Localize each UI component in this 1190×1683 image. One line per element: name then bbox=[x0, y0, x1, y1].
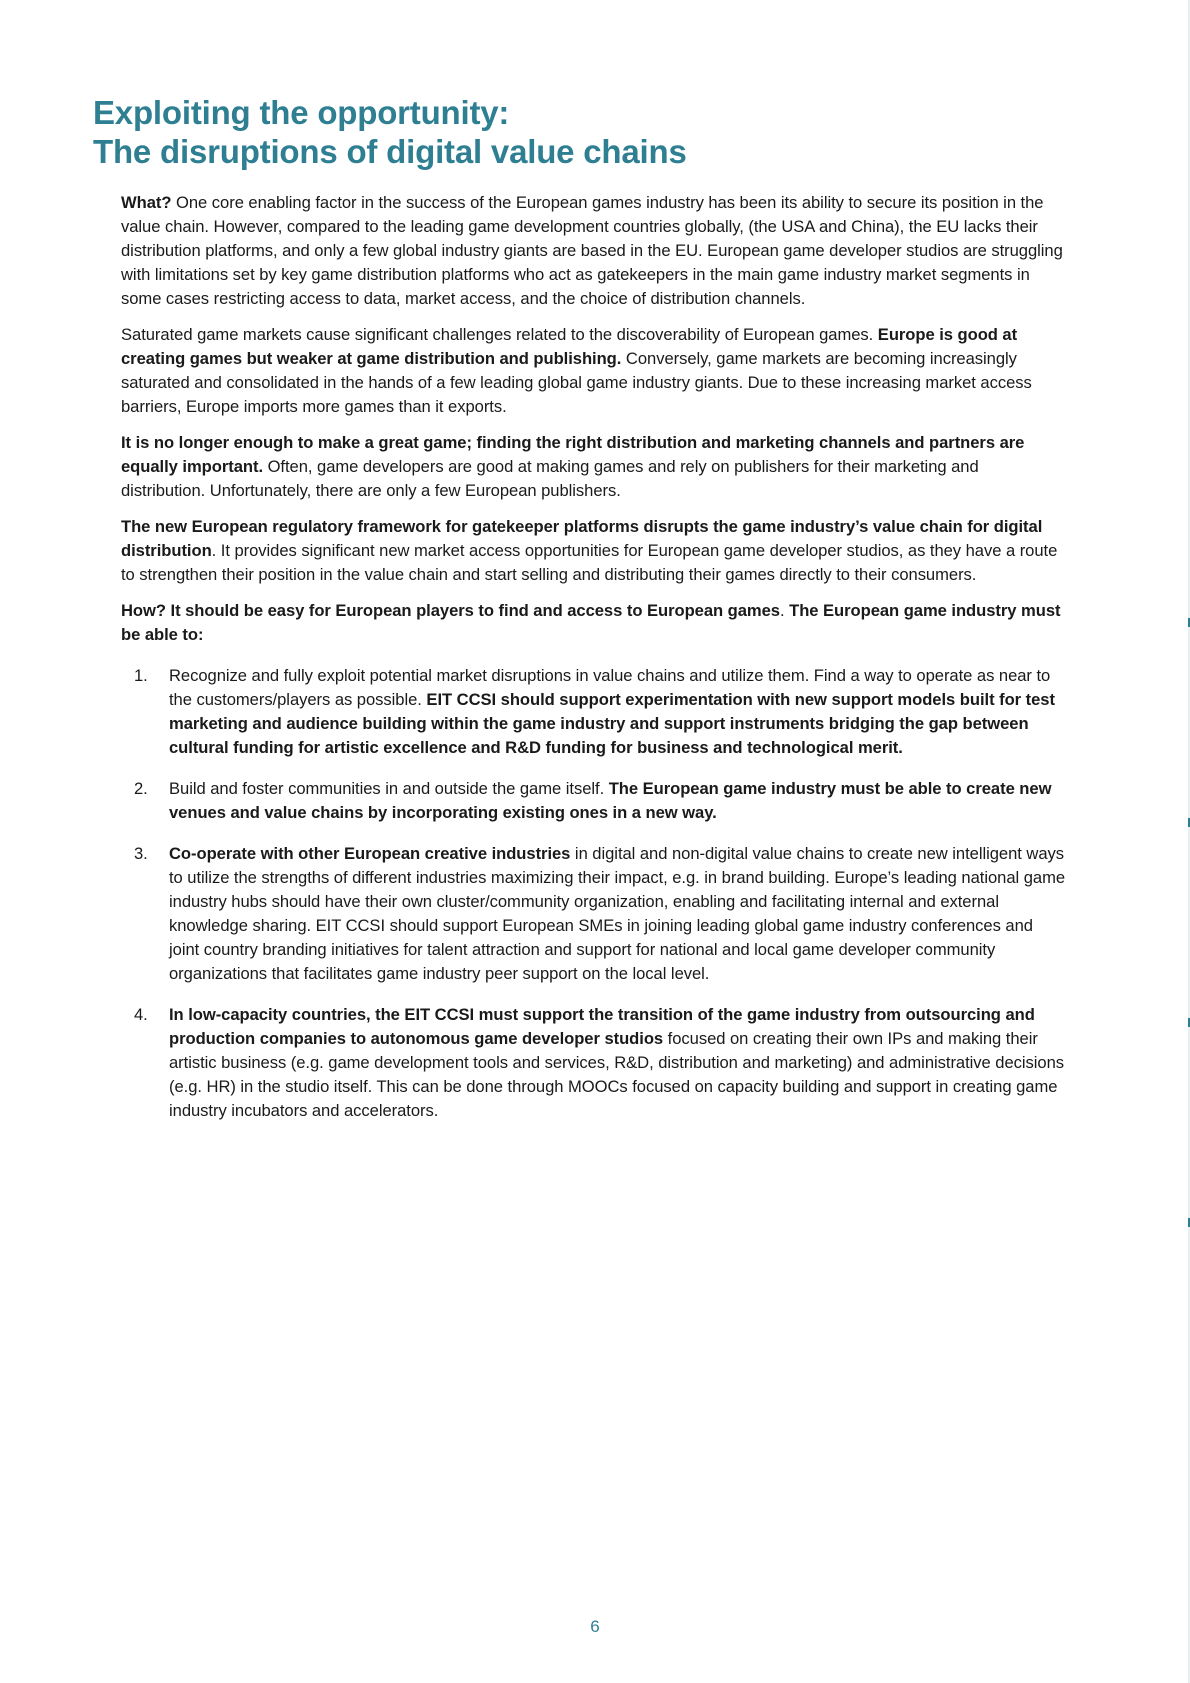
paragraph-saturated-markets bbox=[121, 323, 1066, 419]
paragraph-how-bold-2: The European game industry must be able to: bbox=[121, 601, 1061, 644]
list-item bbox=[121, 664, 1066, 760]
list-item-number: 4. bbox=[134, 1005, 148, 1024]
list-item bbox=[121, 777, 1066, 825]
paragraph-saturated-text-1: Saturated game markets cause significant challenges related to the discoverability of European games. bbox=[121, 325, 878, 344]
list-item bbox=[121, 842, 1066, 986]
paragraph-regulatory-framework bbox=[121, 515, 1066, 587]
list-item-number: 2. bbox=[134, 779, 148, 798]
list-item-text: in digital and non-digital value chains to create new intelligent ways to utilize the strengths of different industries maximizing their impact, e.g. in brand building. Europe’s leading national game industry hubs should have their own cluster/community organization, enabling and facilitating internal and external knowledge sharing. EIT CCSI should support European SMEs in joining leading global game industry conferences and joint country branding initiatives for talent attraction and support for national and local game developer community organizations that facilitates game industry peer support on the local level. bbox=[169, 844, 1066, 983]
page-title-line-1: Exploiting the opportunity: bbox=[93, 94, 510, 131]
paragraph-regulatory-bold: The new European regulatory framework for gatekeeper platforms disrupts the game industry’s value chain for digital distribution bbox=[121, 517, 1043, 560]
list-item-number: 3. bbox=[134, 844, 148, 863]
paragraph-saturated-text-2: Conversely, game markets are becoming increasingly saturated and consolidated in the hands of a few leading global game industry giants. Due to these increasing market access barriers, Europe imports more games than it exports. bbox=[121, 349, 1032, 416]
page-title bbox=[93, 93, 1093, 171]
paragraph-what bbox=[121, 191, 1066, 311]
paragraph-distribution-text: Often, game developers are good at making games and rely on publishers for their marketing and distribution. Unfortunately, there are only a few European publishers. bbox=[121, 457, 979, 500]
list-item-number: 1. bbox=[134, 666, 148, 685]
action-list bbox=[121, 664, 1066, 1123]
list-item-bold: In low-capacity countries, the EIT CCSI must support the transition of the game industry from outsourcing and production companies to autonomous game developer studios bbox=[169, 1005, 1035, 1048]
paragraph-saturated-bold: Europe is good at creating games but weaker at game distribution and publishing. bbox=[121, 325, 1018, 368]
list-item-bold: EIT CCSI should support experimentation with new support models built for test marketing and audience building within the game industry and support instruments bridging the gap between cultural funding for artistic excellence and R&D funding for business and technological merit. bbox=[169, 690, 1055, 757]
paragraph-distribution-bold: It is no longer enough to make a great game; finding the right distribution and marketing channels and partners are equally important. bbox=[121, 433, 1025, 476]
list-item-text: Build and foster communities in and outside the game itself. bbox=[169, 779, 609, 798]
paragraph-how bbox=[121, 599, 1066, 647]
page-number: 6 bbox=[590, 1617, 600, 1636]
paragraph-how-bold-1: How? It should be easy for European players to find and access to European games bbox=[121, 601, 780, 620]
page-title-line-2: The disruptions of digital value chains bbox=[93, 133, 687, 170]
list-item bbox=[121, 1003, 1066, 1123]
paragraph-distribution-channels bbox=[121, 431, 1066, 503]
list-item-bold: The European game industry must be able to create new venues and value chains by incorporating existing ones in a new way bbox=[169, 779, 1052, 822]
body-content bbox=[121, 191, 1066, 1140]
list-item-bold: Co-operate with other European creative industries bbox=[169, 844, 571, 863]
paragraph-how-dot: . bbox=[779, 601, 785, 620]
list-item-tail: . bbox=[712, 803, 717, 822]
paragraph-what-text: One core enabling factor in the success of the European games industry has been its ability to secure its position in the value chain. However, compared to the leading game development countries globally, (the USA and China), the EU lacks their distribution platforms, and only a few global industry giants are based in the EU. European game developer studios are struggling with limitations set by key game distribution platforms who act as gatekeepers in the main game industry market segments in some cases restricting access to data, market access, and the choice of distribution channels. bbox=[121, 193, 1063, 308]
list-item-text: Recognize and fully exploit potential market disruptions in value chains and utilize them. Find a way to operate as near to the customers/players as possible. bbox=[169, 666, 1051, 709]
paragraph-what-lead: What? bbox=[121, 193, 172, 212]
paragraph-regulatory-text: . It provides significant new market access opportunities for European game developer studios, as they have a route to strengthen their position in the value chain and start selling and distributing their games directly to their consumers. bbox=[121, 541, 1058, 584]
list-item-text: focused on creating their own IPs and making their artistic business (e.g. game development tools and services, R&D, distribution and marketing) and administrative decisions (e.g. HR) in the studio itself. This can be done through MOOCs focused on capacity building and support in creating game industry incubators and accelerators. bbox=[169, 1029, 1065, 1120]
